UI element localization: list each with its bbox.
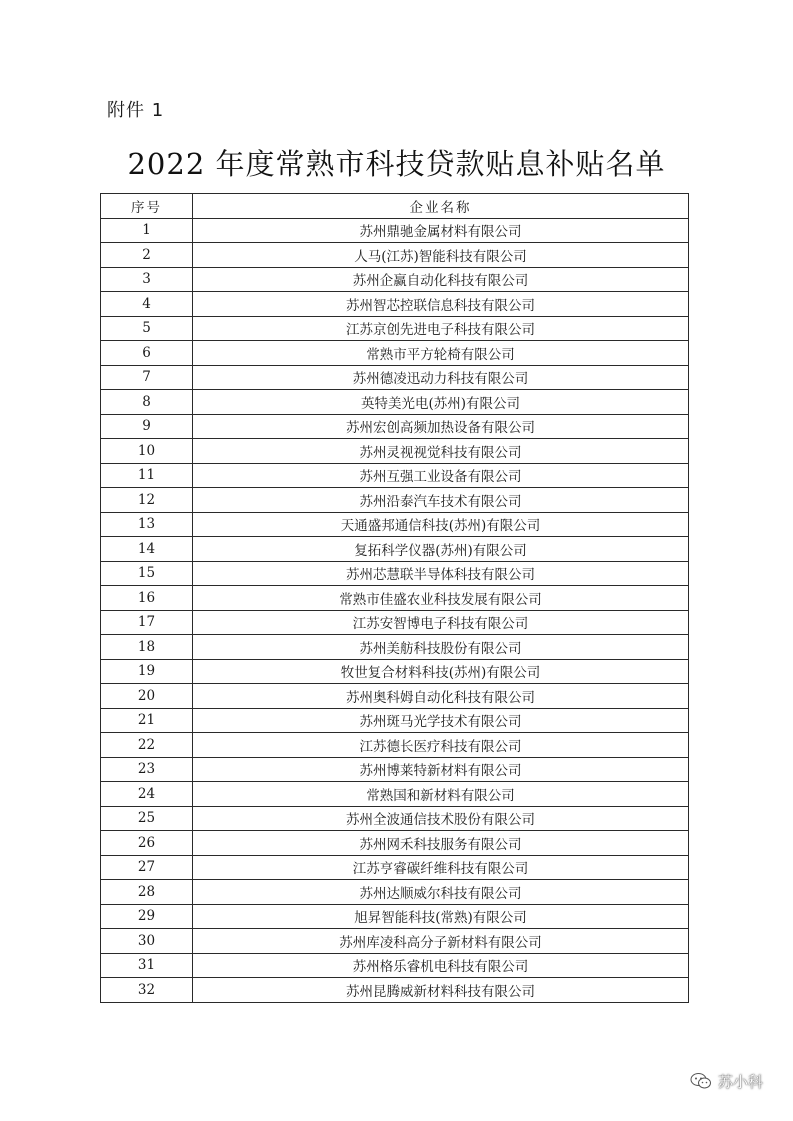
- serial-number-cell: 5: [101, 316, 193, 341]
- company-name-cell: 苏州全波通信技术股份有限公司: [193, 806, 689, 831]
- company-name-cell: 苏州博莱特新材料有限公司: [193, 757, 689, 782]
- serial-number-cell: 12: [101, 488, 193, 513]
- company-name-cell: 苏州格乐睿机电科技有限公司: [193, 953, 689, 978]
- table-row: [101, 733, 689, 758]
- company-name-cell: 苏州德凌迅动力科技有限公司: [193, 365, 689, 390]
- company-name-cell: 苏州智芯控联信息科技有限公司: [193, 292, 689, 317]
- company-name-cell: 苏州美舫科技股份有限公司: [193, 635, 689, 660]
- table-row: [101, 904, 689, 929]
- serial-number-cell: 2: [101, 243, 193, 268]
- serial-number-cell: 21: [101, 708, 193, 733]
- table-header-row: [101, 194, 689, 219]
- company-name-cell: 苏州芯慧联半导体科技有限公司: [193, 561, 689, 586]
- company-name-cell: 苏州奥科姆自动化科技有限公司: [193, 684, 689, 709]
- company-name-cell: 旭昇智能科技(常熟)有限公司: [193, 904, 689, 929]
- table-row: [101, 757, 689, 782]
- serial-number-cell: 27: [101, 855, 193, 880]
- serial-number-cell: 31: [101, 953, 193, 978]
- serial-number-cell: 30: [101, 929, 193, 954]
- company-name-cell: 苏州宏创高频加热设备有限公司: [193, 414, 689, 439]
- table-row: [101, 953, 689, 978]
- watermark: [690, 1069, 763, 1093]
- company-table: [100, 193, 689, 1003]
- company-name-cell: 常熟市平方轮椅有限公司: [193, 341, 689, 366]
- table-row: [101, 806, 689, 831]
- table-row: [101, 659, 689, 684]
- serial-number-cell: 15: [101, 561, 193, 586]
- table-row: [101, 243, 689, 268]
- table-row: [101, 708, 689, 733]
- page-title: 2022 年度常熟市科技贷款贴息补贴名单: [127, 147, 666, 181]
- serial-number-cell: 18: [101, 635, 193, 660]
- table-row: [101, 292, 689, 317]
- serial-number-cell: 32: [101, 978, 193, 1003]
- table-row: [101, 414, 689, 439]
- table-row: [101, 782, 689, 807]
- company-name-cell: 人马(江苏)智能科技有限公司: [193, 243, 689, 268]
- attachment-label: 附件 1: [107, 100, 165, 121]
- company-name-cell: 江苏京创先进电子科技有限公司: [193, 316, 689, 341]
- serial-number-cell: 29: [101, 904, 193, 929]
- serial-number-cell: 7: [101, 365, 193, 390]
- company-name-cell: 苏州鼎驰金属材料有限公司: [193, 218, 689, 243]
- serial-number-cell: 8: [101, 390, 193, 415]
- company-name-cell: 常熟国和新材料有限公司: [193, 782, 689, 807]
- serial-number-cell: 10: [101, 439, 193, 464]
- serial-number-cell: 14: [101, 537, 193, 562]
- company-name-cell: 苏州昆腾威新材料科技有限公司: [193, 978, 689, 1003]
- table-row: [101, 635, 689, 660]
- company-name-cell: 苏州库凌科高分子新材料有限公司: [193, 929, 689, 954]
- header-company-name: 企业名称: [193, 194, 689, 219]
- serial-number-cell: 28: [101, 880, 193, 905]
- serial-number-cell: 19: [101, 659, 193, 684]
- header-serial-number: 序号: [101, 194, 193, 219]
- wechat-icon: [690, 1072, 712, 1090]
- company-name-cell: 英特美光电(苏州)有限公司: [193, 390, 689, 415]
- serial-number-cell: 25: [101, 806, 193, 831]
- table-row: [101, 586, 689, 611]
- table-row: [101, 463, 689, 488]
- serial-number-cell: 17: [101, 610, 193, 635]
- serial-number-cell: 23: [101, 757, 193, 782]
- table-body: [101, 218, 689, 1002]
- company-name-cell: 江苏安智博电子科技有限公司: [193, 610, 689, 635]
- table-row: [101, 684, 689, 709]
- table-row: [101, 390, 689, 415]
- serial-number-cell: 9: [101, 414, 193, 439]
- serial-number-cell: 24: [101, 782, 193, 807]
- serial-number-cell: 1: [101, 218, 193, 243]
- serial-number-cell: 4: [101, 292, 193, 317]
- company-name-cell: 牧世复合材料科技(苏州)有限公司: [193, 659, 689, 684]
- company-name-cell: 天通盛邦通信科技(苏州)有限公司: [193, 512, 689, 537]
- serial-number-cell: 11: [101, 463, 193, 488]
- company-name-cell: 常熟市佳盛农业科技发展有限公司: [193, 586, 689, 611]
- table-row: [101, 978, 689, 1003]
- company-name-cell: 苏州斑马光学技术有限公司: [193, 708, 689, 733]
- table-row: [101, 929, 689, 954]
- table-row: [101, 880, 689, 905]
- company-name-cell: 苏州沿泰汽车技术有限公司: [193, 488, 689, 513]
- table-row: [101, 537, 689, 562]
- table-row: [101, 561, 689, 586]
- table-row: [101, 341, 689, 366]
- table-row: [101, 610, 689, 635]
- serial-number-cell: 22: [101, 733, 193, 758]
- company-name-cell: 江苏德长医疗科技有限公司: [193, 733, 689, 758]
- table-row: [101, 855, 689, 880]
- company-name-cell: 苏州互强工业设备有限公司: [193, 463, 689, 488]
- table-row: [101, 218, 689, 243]
- company-name-cell: 苏州企赢自动化科技有限公司: [193, 267, 689, 292]
- company-name-cell: 苏州灵视视觉科技有限公司: [193, 439, 689, 464]
- table-row: [101, 488, 689, 513]
- company-name-cell: 江苏亨睿碳纤维科技有限公司: [193, 855, 689, 880]
- serial-number-cell: 26: [101, 831, 193, 856]
- serial-number-cell: 13: [101, 512, 193, 537]
- serial-number-cell: 6: [101, 341, 193, 366]
- company-name-cell: 苏州网禾科技服务有限公司: [193, 831, 689, 856]
- table-row: [101, 512, 689, 537]
- watermark-text: 苏小科: [718, 1072, 764, 1091]
- table-row: [101, 365, 689, 390]
- serial-number-cell: 16: [101, 586, 193, 611]
- company-name-cell: 苏州达顺威尔科技有限公司: [193, 880, 689, 905]
- company-name-cell: 复拓科学仪器(苏州)有限公司: [193, 537, 689, 562]
- serial-number-cell: 20: [101, 684, 193, 709]
- serial-number-cell: 3: [101, 267, 193, 292]
- table-row: [101, 267, 689, 292]
- table-row: [101, 439, 689, 464]
- table-row: [101, 316, 689, 341]
- table-row: [101, 831, 689, 856]
